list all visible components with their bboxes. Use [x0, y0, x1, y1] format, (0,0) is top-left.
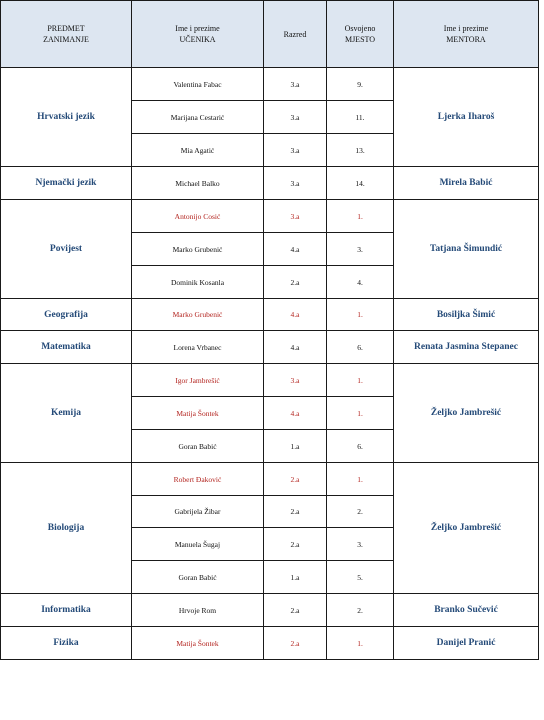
- place-cell: 3.: [327, 528, 394, 561]
- header-place-line2: MJESTO: [344, 35, 376, 44]
- subject-cell: Njemački jezik: [1, 167, 132, 200]
- student-cell: Goran Babić: [132, 430, 264, 463]
- header-mentor: [394, 1, 539, 68]
- subject-cell: Biologija: [1, 463, 132, 594]
- table-row: [1, 364, 539, 397]
- mentor-cell: Branko Sučević: [394, 594, 539, 627]
- grade-cell: 4.a: [264, 331, 327, 364]
- student-cell: Valentina Fabac: [132, 68, 264, 101]
- student-cell: Marko Grubenić: [132, 233, 264, 266]
- grade-cell: 1.a: [264, 430, 327, 463]
- header-student-line2: UČENIKA: [179, 35, 216, 44]
- subject-cell: Geografija: [1, 299, 132, 331]
- subject-cell: Kemija: [1, 364, 132, 463]
- grade-cell: 2.a: [264, 496, 327, 528]
- place-cell: 1.: [327, 463, 394, 496]
- place-cell: 6.: [327, 430, 394, 463]
- place-cell: 4.: [327, 266, 394, 299]
- header-mentor-line1: Ime i prezime: [443, 24, 489, 33]
- place-cell: 11.: [327, 101, 394, 134]
- header-mentor-line2: MENTORA: [446, 35, 486, 44]
- header-place: [327, 1, 394, 68]
- place-cell: 1.: [327, 627, 394, 660]
- header-subject-line2: ZANIMANJE: [43, 35, 89, 44]
- place-cell: 5.: [327, 561, 394, 594]
- table-row: [1, 463, 539, 496]
- table-row: [1, 331, 539, 364]
- grade-cell: 4.a: [264, 397, 327, 430]
- mentor-cell: Tatjana Šimundić: [394, 200, 539, 299]
- student-cell: Antonijo Cosić: [132, 200, 264, 233]
- grade-cell: 3.a: [264, 364, 327, 397]
- grade-cell: 3.a: [264, 167, 327, 200]
- grade-cell: 3.a: [264, 68, 327, 101]
- place-cell: 6.: [327, 331, 394, 364]
- student-cell: Marijana Cestarić: [132, 101, 264, 134]
- student-cell: Manuela Šugaj: [132, 528, 264, 561]
- place-cell: 1.: [327, 200, 394, 233]
- student-cell: Igor Jambrešić: [132, 364, 264, 397]
- grade-cell: 3.a: [264, 134, 327, 167]
- header-student: [132, 1, 264, 68]
- table-row: [1, 594, 539, 627]
- subject-cell: Informatika: [1, 594, 132, 627]
- subject-cell: Fizika: [1, 627, 132, 660]
- mentor-cell: Željko Jambrešić: [394, 364, 539, 463]
- grade-cell: 3.a: [264, 101, 327, 134]
- header-place-line1: Osvojeno: [344, 24, 376, 33]
- place-cell: 1.: [327, 397, 394, 430]
- grade-cell: 2.a: [264, 463, 327, 496]
- header-grade: [264, 1, 327, 68]
- place-cell: 2.: [327, 496, 394, 528]
- student-cell: Gabrijela Žibar: [132, 496, 264, 528]
- table-row: [1, 299, 539, 331]
- header-row: [1, 1, 539, 68]
- mentor-cell: Ljerka Iharoš: [394, 68, 539, 167]
- table-body: [1, 68, 539, 660]
- mentor-cell: Mirela Babić: [394, 167, 539, 200]
- student-cell: Matija Šontek: [132, 397, 264, 430]
- header-subject-line1: PREDMET: [47, 24, 85, 33]
- student-cell: Goran Babić: [132, 561, 264, 594]
- place-cell: 13.: [327, 134, 394, 167]
- grade-cell: 2.a: [264, 528, 327, 561]
- table-row: [1, 68, 539, 101]
- place-cell: 1.: [327, 299, 394, 331]
- place-cell: 9.: [327, 68, 394, 101]
- subject-cell: Matematika: [1, 331, 132, 364]
- subject-cell: Hrvatski jezik: [1, 68, 132, 167]
- grade-cell: 4.a: [264, 233, 327, 266]
- header-subject: [1, 1, 132, 68]
- student-cell: Dominik Kosanla: [132, 266, 264, 299]
- table-row: [1, 167, 539, 200]
- mentor-cell: Željko Jambrešić: [394, 463, 539, 594]
- grade-cell: 1.a: [264, 561, 327, 594]
- header-grade-label: Razred: [283, 29, 307, 39]
- header-student-line1: Ime i prezime: [175, 24, 220, 33]
- grade-cell: 2.a: [264, 594, 327, 627]
- student-cell: Mia Agatić: [132, 134, 264, 167]
- student-cell: Robert Đaković: [132, 463, 264, 496]
- student-cell: Hrvoje Rom: [132, 594, 264, 627]
- mentor-cell: Renata Jasmina Stepanec: [394, 331, 539, 364]
- grade-cell: 4.a: [264, 299, 327, 331]
- student-cell: Marko Grubenić: [132, 299, 264, 331]
- grade-cell: 2.a: [264, 627, 327, 660]
- place-cell: 14.: [327, 167, 394, 200]
- subject-cell: Povijest: [1, 200, 132, 299]
- mentor-cell: Danijel Pranić: [394, 627, 539, 660]
- place-cell: 3.: [327, 233, 394, 266]
- table-row: [1, 200, 539, 233]
- table-row: [1, 627, 539, 660]
- student-cell: Michael Balko: [132, 167, 264, 200]
- grade-cell: 2.a: [264, 266, 327, 299]
- student-cell: Matija Šontek: [132, 627, 264, 660]
- mentor-cell: Bosiljka Šimić: [394, 299, 539, 331]
- place-cell: 2.: [327, 594, 394, 627]
- place-cell: 1.: [327, 364, 394, 397]
- grade-cell: 3.a: [264, 200, 327, 233]
- student-cell: Lorena Vrbanec: [132, 331, 264, 364]
